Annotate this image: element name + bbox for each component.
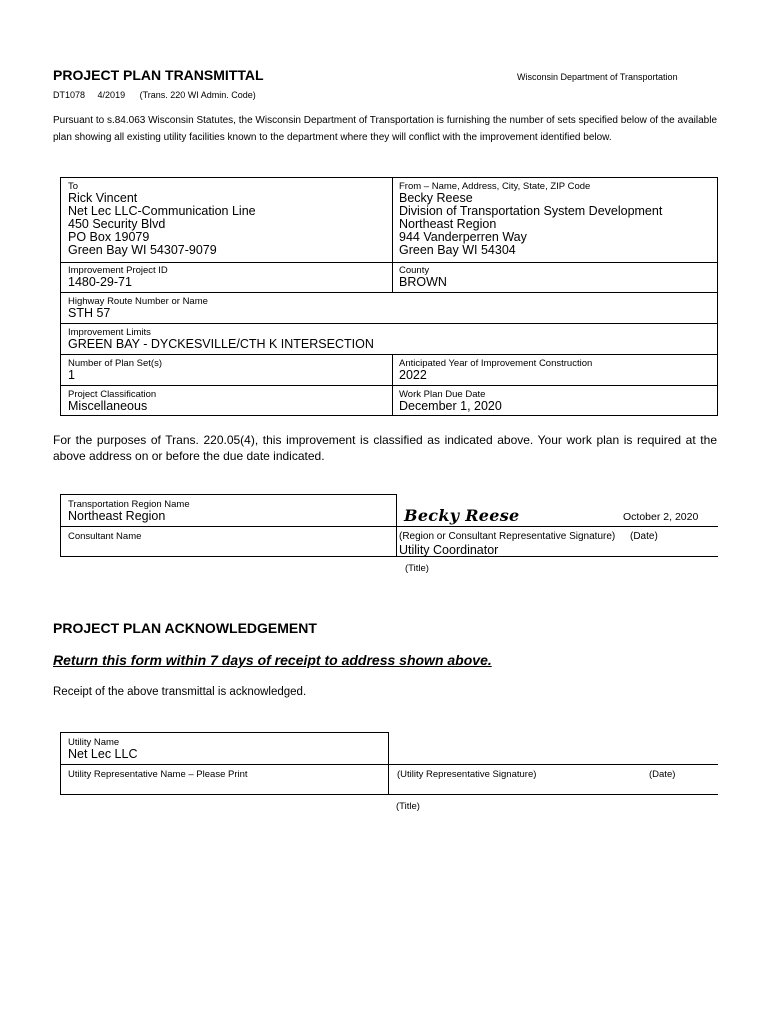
from-line: Northeast Region — [399, 217, 497, 231]
utility-top-border — [60, 732, 389, 733]
agency-name: Wisconsin Department of Transportation — [517, 72, 678, 82]
column-divider — [392, 354, 393, 416]
form-title: PROJECT PLAN TRANSMITTAL — [53, 67, 264, 83]
due-date-cell — [399, 389, 714, 413]
form-number: DT1078 — [53, 90, 86, 100]
row-divider — [60, 323, 718, 324]
rep-title-label: (Title) — [396, 801, 420, 812]
row-divider — [60, 292, 718, 293]
signature-label: (Region or Consultant Representative Signature) — [399, 531, 616, 542]
region-label: Transportation Region Name — [68, 499, 190, 510]
utility-name-value: Net Lec LLC — [68, 747, 138, 761]
county-value: BROWN — [399, 275, 447, 289]
form-date: 4/2019 — [97, 90, 126, 100]
form-meta — [53, 90, 256, 100]
county-cell — [399, 265, 714, 289]
project-id-cell — [68, 265, 388, 289]
county-label: County — [399, 265, 430, 276]
column-divider — [392, 177, 393, 292]
construction-year-label: Anticipated Year of Improvement Construction — [399, 358, 593, 369]
rep-date-label: (Date) — [649, 769, 676, 780]
project-id-label: Improvement Project ID — [68, 265, 168, 276]
signature-date: October 2, 2020 — [623, 511, 699, 523]
region-right-border — [396, 494, 397, 556]
region-left-border — [60, 494, 61, 556]
to-line: 450 Security Blvd — [68, 217, 166, 231]
region-top-border — [60, 494, 397, 495]
utility-right-border — [388, 732, 389, 794]
classification-label: Project Classification — [68, 389, 157, 400]
title-line — [60, 556, 718, 557]
region-cell — [68, 499, 388, 523]
form-authority: (Trans. 220 WI Admin. Code) — [139, 90, 256, 100]
due-date-value: December 1, 2020 — [399, 399, 502, 413]
receipt-text: Receipt of the above transmittal is acknowledged. — [53, 686, 307, 698]
from-line: Becky Reese — [399, 191, 473, 205]
to-line: PO Box 19079 — [68, 230, 150, 244]
limits-value: GREEN BAY - DYCKESVILLE/CTH K INTERSECTION — [68, 337, 374, 351]
plan-sets-value: 1 — [68, 368, 75, 382]
title-value: Utility Coordinator — [399, 543, 499, 557]
to-label: To — [68, 181, 79, 192]
from-label: From – Name, Address, City, State, ZIP Code — [399, 181, 591, 192]
consultant-label: Consultant Name — [68, 531, 142, 542]
handwritten-signature: Becky Reese — [404, 506, 520, 525]
purpose-paragraph: For the purposes of Trans. 220.05(4), this improvement is classified as indicated above. Your work plan is required at the above address on or before the due date indicated. — [53, 433, 717, 463]
signature-line — [60, 526, 718, 527]
consultant-cell — [68, 531, 388, 542]
construction-year-value: 2022 — [399, 368, 427, 382]
date-label: (Date) — [630, 531, 658, 542]
classification-value: Miscellaneous — [68, 399, 148, 413]
to-line: Net Lec LLC-Communication Line — [68, 204, 256, 218]
return-instruction: Return this form within 7 days of receipt to address shown above. — [53, 652, 492, 668]
utility-left-border — [60, 732, 61, 794]
row-divider — [60, 385, 718, 386]
utility-name-label: Utility Name — [68, 737, 120, 748]
limits-label: Improvement Limits — [68, 327, 151, 338]
highway-value: STH 57 — [68, 306, 111, 320]
plan-sets-label: Number of Plan Set(s) — [68, 358, 162, 369]
rep-name-label: Utility Representative Name – Please Print — [68, 769, 248, 780]
from-line: Green Bay WI 54304 — [399, 243, 516, 257]
rep-title-line — [60, 794, 718, 795]
project-id-value: 1480-29-71 — [68, 275, 132, 289]
to-cell — [68, 181, 388, 257]
due-date-label: Work Plan Due Date — [399, 389, 486, 400]
from-line: Division of Transportation System Development — [399, 204, 663, 218]
plan-sets-cell — [68, 358, 388, 382]
highway-label: Highway Route Number or Name — [68, 296, 208, 307]
ack-title: PROJECT PLAN ACKNOWLEDGEMENT — [53, 620, 317, 636]
row-divider — [60, 354, 718, 355]
construction-year-cell — [399, 358, 714, 382]
highway-cell — [68, 296, 708, 320]
rep-signature-label: (Utility Representative Signature) — [397, 769, 537, 780]
from-line: 944 Vanderperren Way — [399, 230, 527, 244]
intro-paragraph: Pursuant to s.84.063 Wisconsin Statutes, the Wisconsin Department of Transportation is furnishing the number of sets specified below of the available plan showing all existing utility facilities known to the department where they will conflict with the improvement identified below. — [53, 115, 717, 143]
utility-name-cell — [68, 737, 383, 761]
rep-signature-line — [60, 764, 718, 765]
classification-cell — [68, 389, 388, 413]
from-cell — [399, 181, 714, 257]
to-line: Rick Vincent — [68, 191, 138, 205]
to-line: Green Bay WI 54307-9079 — [68, 243, 217, 257]
region-value: Northeast Region — [68, 509, 166, 523]
limits-cell — [68, 327, 708, 351]
row-divider — [60, 262, 718, 263]
title-label: (Title) — [405, 563, 429, 574]
